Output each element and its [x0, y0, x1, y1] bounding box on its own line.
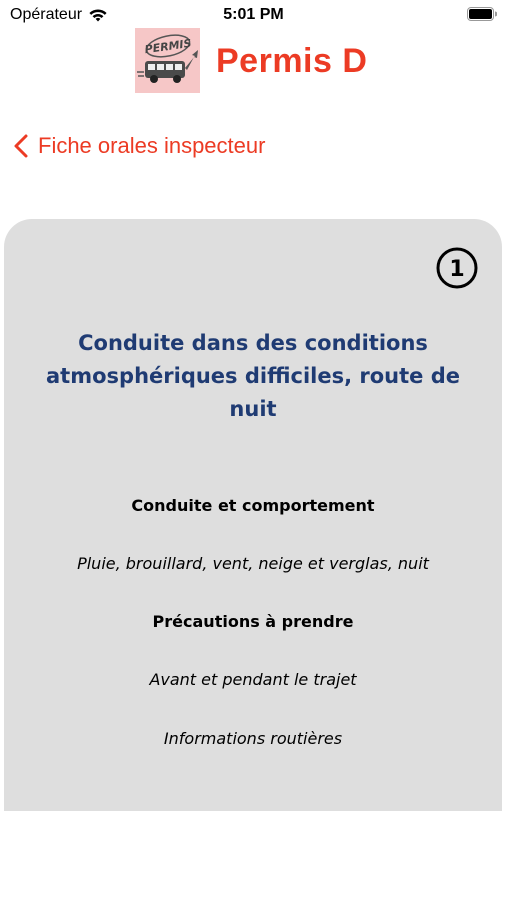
logo-text: PERMIS: [143, 36, 193, 57]
chevron-left-icon: [12, 133, 30, 159]
card-line-conduite: Conduite et comportement: [131, 496, 375, 515]
card-number: 1: [449, 257, 465, 282]
card-number-badge: [436, 247, 478, 289]
card-line-informations: Informations routières: [163, 729, 343, 748]
carrier-label: Opérateur: [10, 6, 83, 23]
card-line-trajet: Avant et pendant le trajet: [149, 670, 357, 689]
card-title: Conduite dans des conditions atmosphériques difficiles, route de nuit: [46, 331, 460, 421]
question-card: [4, 219, 502, 811]
bus-logo-icon: [135, 28, 200, 93]
battery-icon: [467, 7, 497, 21]
status-bar: [0, 0, 507, 30]
app-header: [0, 28, 507, 94]
card-line-precautions: Précautions à prendre: [152, 612, 354, 631]
app-title: Permis D: [216, 42, 368, 80]
status-time: 5:01 PM: [223, 6, 284, 23]
back-button-label: Fiche orales inspecteur: [38, 133, 266, 158]
app-logo: [135, 28, 200, 93]
card-line-conditions: Pluie, brouillard, vent, neige et verglas, nuit: [77, 554, 429, 573]
back-button[interactable]: [12, 130, 265, 162]
